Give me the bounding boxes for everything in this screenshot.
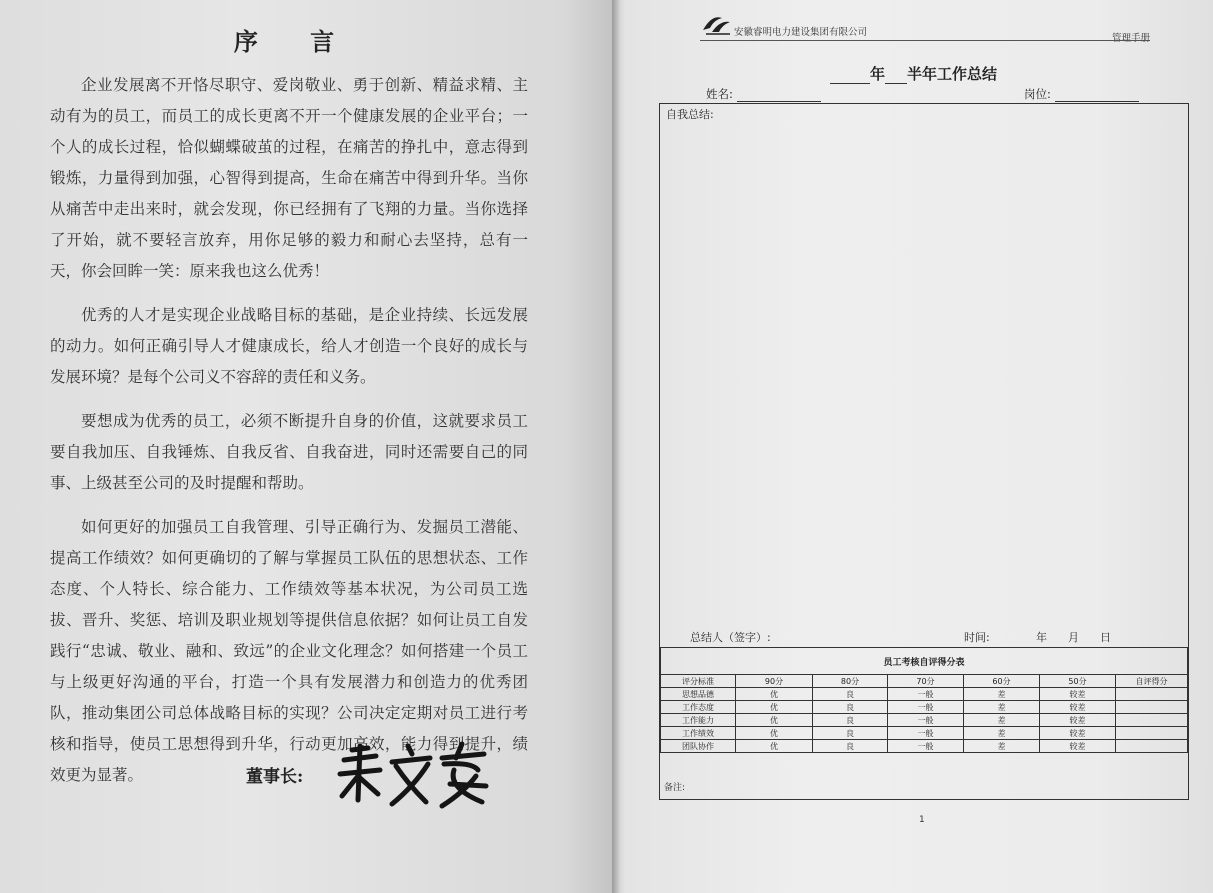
half-blank bbox=[885, 69, 907, 84]
table-header-cell: 90分 bbox=[736, 675, 813, 688]
time-label: 时间: bbox=[964, 631, 990, 644]
summarizer-label: 总结人（签字）: bbox=[690, 631, 771, 644]
preface-paragraph: 如何更好的加强员工自我管理、引导正确行为、发掘员工潜能、提高工作绩效？如何更确切的了解与掌握员工队伍的思想状态、工作态度、个人特长、综合能力、工作绩效等基本状况，为公司员工选拔、晋升、奖惩、培训及职业规划等提供信息依据？如何让员工自发践行“忠诚、敬业、融和、致远”的企业文化理念？如何搭建一个员工与上级更好沟通的平台，打造一个具有发展潜力和创造力的优秀团队，推动集团公司总体战略目标的实现？公司决定定期对员工进行考核和指导，使员工思想得到升华，行动更加高效，能力得到提升，绩效更为显著。 bbox=[50, 518, 528, 784]
table-row bbox=[661, 714, 1188, 727]
table-cell: 差 bbox=[964, 727, 1040, 740]
table-cell: 优 bbox=[736, 714, 813, 727]
company-name: 安徽睿明电力建设集团有限公司 bbox=[734, 27, 868, 38]
name-label: 姓名: bbox=[706, 87, 733, 101]
form-title-year: 年 bbox=[870, 65, 886, 83]
table-cell bbox=[1116, 688, 1188, 701]
chairman-label: 董事长: bbox=[246, 767, 304, 787]
preface-paragraph: 要想成为优秀的员工，必须不断提升自身的价值，这就要求员工要自我加压、自我锤炼、自我反省、自我奋进，同时还需要自己的同事、上级甚至公司的及时提醒和帮助。 bbox=[50, 412, 528, 492]
table-row bbox=[661, 727, 1188, 740]
table-cell: 良 bbox=[813, 727, 888, 740]
table-cell: 优 bbox=[736, 688, 813, 701]
table-cell: 一般 bbox=[888, 688, 964, 701]
year-blank bbox=[830, 69, 870, 84]
preface-title: 序 言 bbox=[233, 27, 357, 56]
table-cell: 差 bbox=[964, 740, 1040, 753]
table-cell: 较差 bbox=[1040, 701, 1116, 714]
page-number: 1 bbox=[919, 815, 925, 825]
year-label: 年 bbox=[1036, 631, 1047, 644]
table-cell: 较差 bbox=[1040, 727, 1116, 740]
table-cell: 一般 bbox=[888, 740, 964, 753]
table-cell: 一般 bbox=[888, 701, 964, 714]
position-field bbox=[1024, 86, 1139, 102]
form-title bbox=[830, 63, 997, 84]
table-header-cell: 70分 bbox=[888, 675, 964, 688]
table-cell: 工作态度 bbox=[661, 701, 736, 714]
table-row bbox=[661, 701, 1188, 714]
table-caption-row bbox=[661, 648, 1188, 675]
name-line bbox=[737, 91, 821, 102]
document-header bbox=[700, 10, 1150, 42]
table-cell: 优 bbox=[736, 701, 813, 714]
table-header-cell: 80分 bbox=[813, 675, 888, 688]
manual-label: 管理手册 bbox=[1111, 33, 1150, 44]
table-cell: 工作绩效 bbox=[661, 727, 736, 740]
self-assessment-table bbox=[660, 647, 1187, 753]
remarks-label: 备注: bbox=[664, 783, 686, 793]
company-logo-icon bbox=[700, 10, 734, 36]
table-cell: 工作能力 bbox=[661, 714, 736, 727]
preface-body bbox=[50, 70, 528, 804]
table-cell: 差 bbox=[964, 688, 1040, 701]
table-cell: 一般 bbox=[888, 714, 964, 727]
table-cell: 优 bbox=[736, 740, 813, 753]
table-cell bbox=[1116, 701, 1188, 714]
table-header-cell: 自评得分 bbox=[1116, 675, 1188, 688]
table-caption: 员工考核自评得分表 bbox=[661, 648, 1188, 675]
table-cell: 较差 bbox=[1040, 740, 1116, 753]
table-cell: 团队协作 bbox=[661, 740, 736, 753]
preface-paragraph: 优秀的人才是实现企业战略目标的基础，是企业持续、长远发展的动力。如何正确引导人才健康成长，给人才创造一个良好的成长与发展环境？是每个公司义不容辞的责任和义务。 bbox=[50, 306, 528, 386]
self-summary-label: 自我总结: bbox=[666, 108, 714, 121]
name-field bbox=[706, 86, 821, 102]
table-row bbox=[661, 688, 1188, 701]
table-row bbox=[661, 740, 1188, 753]
table-cell: 良 bbox=[813, 714, 888, 727]
form-title-rest: 半年工作总结 bbox=[907, 65, 998, 83]
day-label: 日 bbox=[1100, 631, 1111, 644]
table-cell: 思想品德 bbox=[661, 688, 736, 701]
table-header-cell: 评分标准 bbox=[661, 675, 736, 688]
table-header-cell: 60分 bbox=[964, 675, 1040, 688]
month-label: 月 bbox=[1068, 631, 1079, 644]
table-header-row bbox=[661, 675, 1188, 688]
table-cell: 较差 bbox=[1040, 688, 1116, 701]
header-rule bbox=[700, 40, 1150, 41]
table-cell: 差 bbox=[964, 714, 1040, 727]
book-gutter bbox=[612, 0, 626, 893]
table-cell: 差 bbox=[964, 701, 1040, 714]
table-cell: 良 bbox=[813, 740, 888, 753]
position-line bbox=[1055, 91, 1139, 102]
position-label: 岗位: bbox=[1024, 87, 1051, 101]
table-header-cell: 50分 bbox=[1040, 675, 1116, 688]
table-cell bbox=[1116, 727, 1188, 740]
summary-form bbox=[659, 103, 1189, 800]
table-cell: 一般 bbox=[888, 727, 964, 740]
handwritten-signature bbox=[334, 740, 494, 812]
preface-paragraph: 企业发展离不开恪尽职守、爱岗敬业、勇于创新、精益求精、主动有为的员工，而员工的成长更离不开一个健康发展的企业平台；一个人的成长过程，恰似蝴蝶破茧的过程，在痛苦的挣扎中，意志得到锻炼，力量得到加强，心智得到提高，生命在痛苦中得到升华。当你从痛苦中走出来时，就会发现，你已经拥有了飞翔的力量。当你选择了开始，就不要轻言放弃，用你足够的毅力和耐心去坚持，总有一天，你会回眸一笑：原来我也这么优秀！ bbox=[50, 76, 528, 280]
table-cell: 良 bbox=[813, 688, 888, 701]
table-cell bbox=[1116, 740, 1188, 753]
table-cell: 较差 bbox=[1040, 714, 1116, 727]
table-cell: 优 bbox=[736, 727, 813, 740]
table-cell: 良 bbox=[813, 701, 888, 714]
table-cell bbox=[1116, 714, 1188, 727]
